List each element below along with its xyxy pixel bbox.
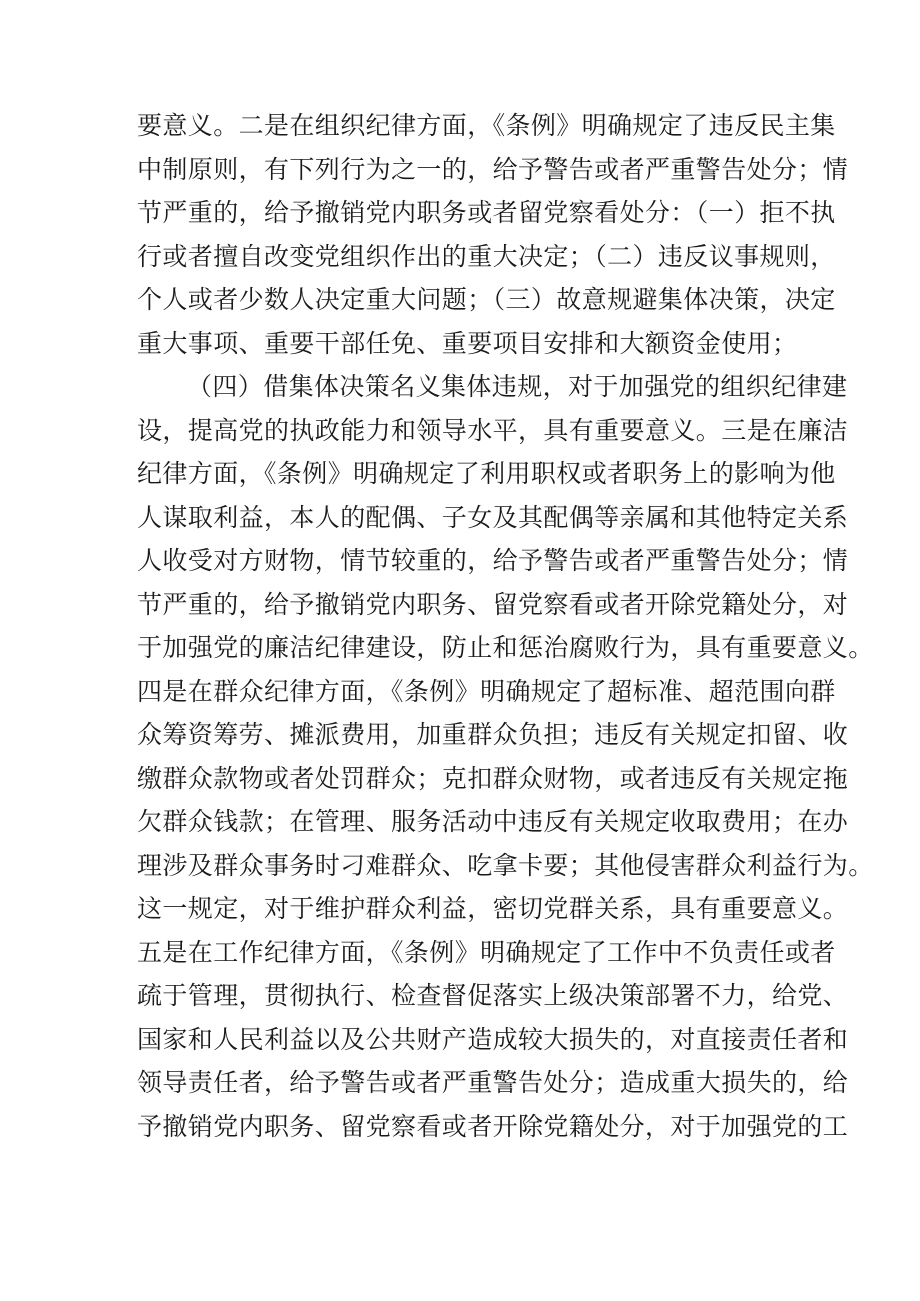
- text-line: 个人或者少数人决定重大问题；（三）故意规避集体决策，决定: [137, 285, 836, 314]
- text-line: 人谋取利益，本人的配偶、子女及其配偶等亲属和其他特定关系: [137, 502, 849, 532]
- text-line: 缴群众款物或者处罚群众；克扣群众财物，或者违反有关规定拖: [137, 763, 849, 793]
- text-line: 国家和人民利益以及公共财产造成较大损失的，对直接责任者和: [137, 1024, 849, 1054]
- text-line: 予撤销党内职务、留党察看或者开除党籍处分，对于加强党的工: [137, 1111, 849, 1141]
- text-line: 要意义。二是在组织纪律方面，《条例》明确规定了违反民主集: [137, 111, 836, 140]
- text-line: 这一规定，对于维护群众利益，密切党群关系，具有重要意义。: [137, 894, 849, 923]
- text-line: 重大事项、重要干部任免、重要项目安排和大额资金使用；: [137, 328, 798, 358]
- text-line: 纪律方面，《条例》明确规定了利用职权或者职务上的影响为他: [137, 459, 836, 488]
- text-line: 行或者擅自改变党组织作出的重大决定；（二）违反议事规则，: [137, 241, 836, 271]
- text-line: 欠群众钱款；在管理、服务活动中违反有关规定收取费用；在办: [137, 807, 849, 836]
- text-line: 人收受对方财物，情节较重的，给予警告或者严重警告处分；情: [137, 546, 849, 575]
- text-line: 设，提高党的执政能力和领导水平，具有重要意义。三是在廉洁: [137, 415, 849, 445]
- text-line: 疏于管理，贯彻执行、检查督促落实上级决策部署不力，给党、: [137, 981, 849, 1010]
- text-line: 节严重的，给予撤销党内职务或者留党察看处分：（一）拒不执: [137, 198, 836, 227]
- text-line: 理涉及群众事务时刁难群众、吃拿卡要；其他侵害群众利益行为。: [137, 850, 874, 880]
- body-text: [137, 104, 874, 1148]
- text-line: 中制原则，有下列行为之一的，给予警告或者严重警告处分；情: [137, 154, 849, 184]
- text-line: 众筹资筹劳、摊派费用，加重群众负担；违反有关规定扣留、收: [137, 720, 849, 749]
- text-line: 五是在工作纪律方面，《条例》明确规定了工作中不负责任或者: [137, 937, 836, 967]
- text-line: 节严重的，给予撤销党内职务、留党察看或者开除党籍处分，对: [137, 589, 849, 619]
- text-line: 领导责任者，给予警告或者严重警告处分；造成重大损失的，给: [137, 1068, 849, 1097]
- text-line: 四是在群众纪律方面，《条例》明确规定了超标准、超范围向群: [137, 676, 836, 706]
- text-line: 于加强党的廉洁纪律建设，防止和惩治腐败行为，具有重要意义。: [137, 633, 874, 662]
- text-line-paragraph-start: （四）借集体决策名义集体违规，对于加强党的组织纪律建: [187, 372, 848, 401]
